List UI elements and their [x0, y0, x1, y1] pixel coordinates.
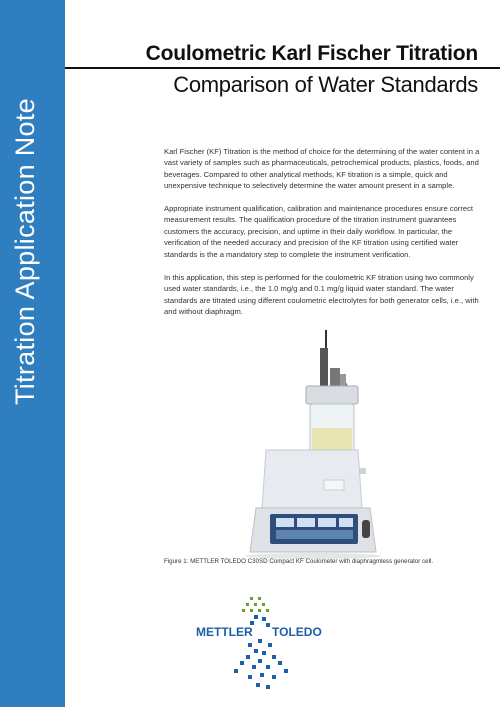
- qualification-paragraph: Appropriate instrument qualification, calibration and maintenance procedures ensure correct measurement results. The qualification procedure of the titration instrument guarantees customers the accuracy, precision, and uptime in their daily workflow. In particular, the verification of the needed accuracy and precision of the KF titration using certified water standards is the a mandatory step to complete the instrument verification.: [164, 204, 473, 259]
- document-title: Coulometric Karl Fischer Titration: [145, 42, 478, 65]
- sidebar-band: [0, 0, 65, 707]
- sidebar-label: Titration Application Note: [10, 98, 40, 405]
- application-paragraph: In this application, this step is performed for the coulometric KF titration using two commonly used water standards, i.e., the 1.0 mg/g and 0.1 mg/g liquid water standard. The water standards are titrated using different coulometric electrolytes for both generator cells, i.e., with and without diaphragm.: [164, 273, 479, 317]
- mettler-toledo-logo: [162, 595, 372, 695]
- logo-text-toledo: TOLEDO: [272, 625, 322, 639]
- kf-coulometer-image: [238, 330, 408, 560]
- document-subtitle: Comparison of Water Standards: [173, 72, 478, 97]
- logo-text-mettler: METTLER: [196, 625, 253, 639]
- figure-caption: Figure 1: METTLER TOLEDO C30SD Compact KF Coulometer with diaphragmless generator cell.: [164, 558, 434, 565]
- title-divider: [65, 67, 500, 69]
- intro-paragraph: Karl Fischer (KF) Titration is the method of choice for the determining of the water content in a vast variety of samples such as pharmaceuticals, petrochemical products, plastics, foods, and beverages. Compared to other analytical methods, KF titration is a simple, quick and unexpensive technique to selectively determine the water amount present in a sample.: [164, 147, 480, 191]
